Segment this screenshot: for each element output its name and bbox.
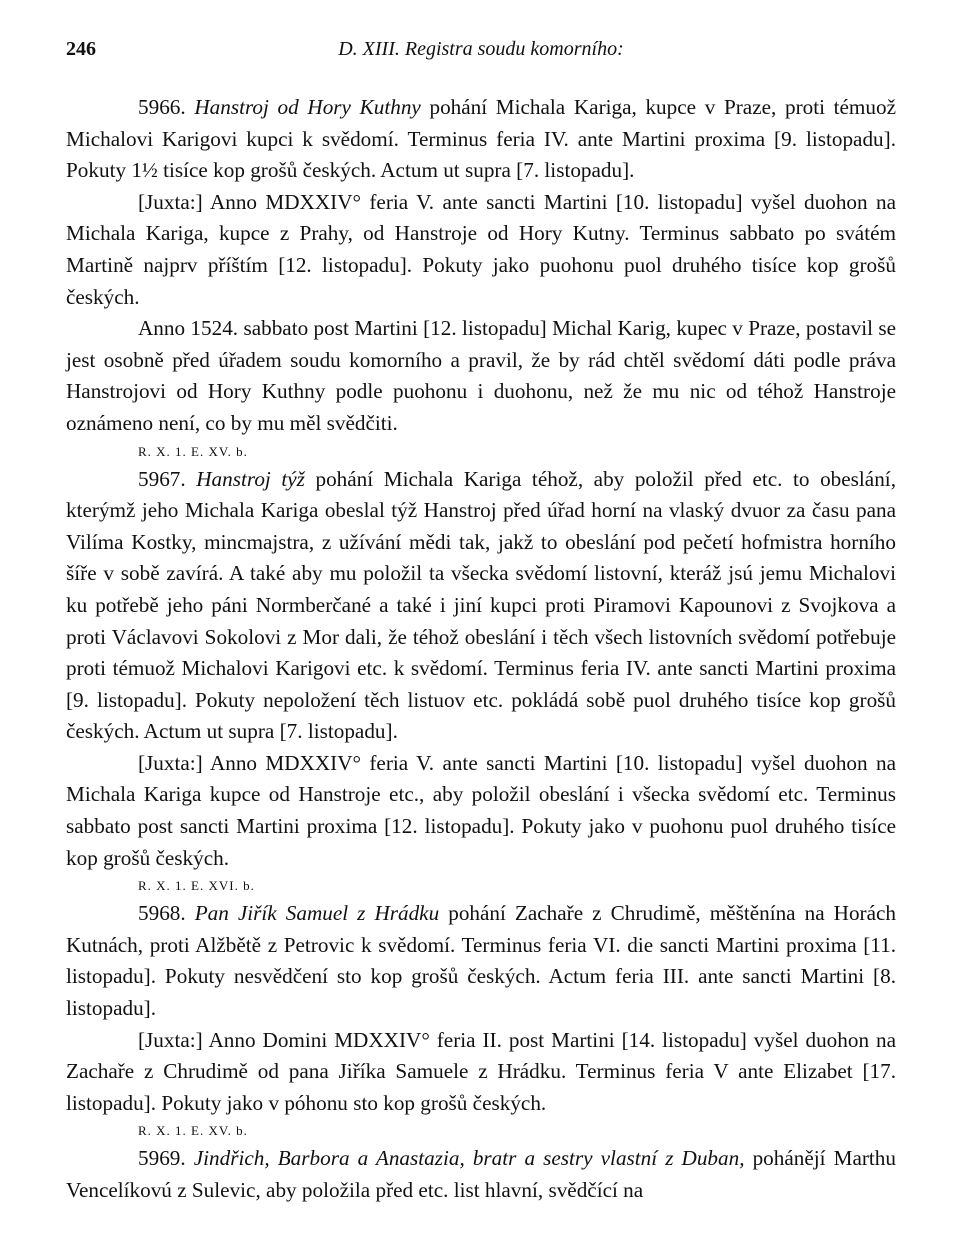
entry-heading: Hanstroj od Hory Kuthny <box>194 95 421 119</box>
entry-followup: [Juxta:] Anno MDXXIV° feria V. ante sancti Martini [10. listopadu] vyšel duohon na Michala Kariga, kupce z Prahy, od Hanstroje od Hory Kutny. Terminus sabbato po svátém Martině najprv příštím [12. listopadu]. Pokuty jako puohonu puol druhého tisíce kop grošů českých. <box>66 189 896 309</box>
entry-number: 5967. <box>138 466 186 491</box>
archive-signature: R. X. 1. E. XV. b. <box>138 443 248 459</box>
entry-followup: [Juxta:] Anno Domini MDXXIV° feria II. post Martini [14. listopadu] vyšel duohon na Zachaře z Chrudimě od pana Jiříka Samuele z Hrádku. Terminus feria V ante Elizabet [17. listopadu]. Pokuty jako v póhonu sto kop grošů českých. <box>66 1027 896 1115</box>
archive-signature: R. X. 1. E. XVI. b. <box>138 878 255 894</box>
entry-number: 5968. <box>138 901 186 926</box>
text-body <box>66 92 896 1207</box>
entry-number: 5969. <box>138 1146 186 1171</box>
entry-heading: Hanstroj týž <box>196 466 305 491</box>
entry-followup: [Juxta:] Anno MDXXIV° feria V. ante sancti Martini [10. listopadu] vyšel duohon na Michala Kariga kupce od Hanstroje etc., aby položil obeslání i všecka svědomí etc. Terminus sabbato post sancti Martini proxima [12. listopadu]. Pokuty jako v puohonu puol druhého tisíce kop grošů českých. <box>66 750 896 870</box>
entry-text: pohánějí Marthu Vencelíkovú z Sulevic, aby položila před etc. list hlavní, svědčící na <box>66 1146 896 1202</box>
entry-5968 <box>66 898 896 1024</box>
entry-followup: Anno 1524. sabbato post Martini [12. listopadu] Michal Karig, kupec v Praze, postavil se jest osobně před úřadem soudu komorního a pravil, že by rád chtěl svědomí dáti podle práva Hanstrojovi od Hory Kuthny podle puohonu i duohonu, než že mu nic od téhož Hanstroje oznámeno není, co by mu měl svědčiti. <box>66 316 896 435</box>
entry-5966 <box>66 92 896 187</box>
entry-text: pohání Zachaře z Chrudimě, měštěnína na Horách Kutnách, proti Alžbětě z Petrovic k svědomí. Terminus feria VI. die sancti Martini proxima [11. listopadu]. Pokuty nesvědčení sto kop grošů českých. Actum feria III. ante sancti Martini [8. listopadu]. <box>66 901 897 1021</box>
entry-heading: Pan Jiřík Samuel z Hrádku <box>194 901 440 926</box>
entry-text: pohání Michala Kariga téhož, aby položil před etc. to obeslání, kterýmž jeho Michala Kariga obeslal týž Hanstroj před úřad horní na vlaský dvuor za času pana Vilíma Kostky, mincmajstra, z užívání mědi tak, jakž to obeslání pod pečetí hofmistra horního šíře v sobě zavírá. A také aby mu položil ta všecka svědomí listovní, kteráž jsú jemu Michalovi ku potřebě jeho páni Normberčané a také i jiní kupci proti Piramovi Kapounovi z Svojkova a proti Václavovi Sokolovi z Mor dali, že téhož obeslání i těch všech listovních svědomí potřebuje proti témuož Michalovi Karigovi etc. k svědomí. Terminus feria IV. ante sancti Martini proxima [9. listopadu]. Pokuty nepoložení těch listuov etc. pokládá sobě puol druhého tisíce kop grošů českých. Actum ut supra [7. listopadu]. <box>66 466 896 744</box>
entry-5967 <box>66 464 896 748</box>
page-number: 246 <box>66 38 96 60</box>
running-title: D. XIII. Registra soudu komorního: <box>338 38 624 60</box>
entry-text: pohání Michala Kariga, kupce v Praze, proti témuož Michalovi Karigovi kupci k svědomí. Terminus feria IV. ante Martini proxima [9. listopadu]. Pokuty 1½ tisíce kop grošů českých. Actum ut supra [7. listopadu]. <box>66 95 897 183</box>
entry-5969 <box>66 1143 896 1206</box>
archive-signature: R. X. 1. E. XV. b. <box>138 1123 248 1139</box>
entry-heading: Jindřich, Barbora a Anastazia, bratr a sestry vlastní z Duban, <box>193 1146 745 1171</box>
page-header <box>66 38 896 68</box>
entry-number: 5966. <box>138 95 186 119</box>
